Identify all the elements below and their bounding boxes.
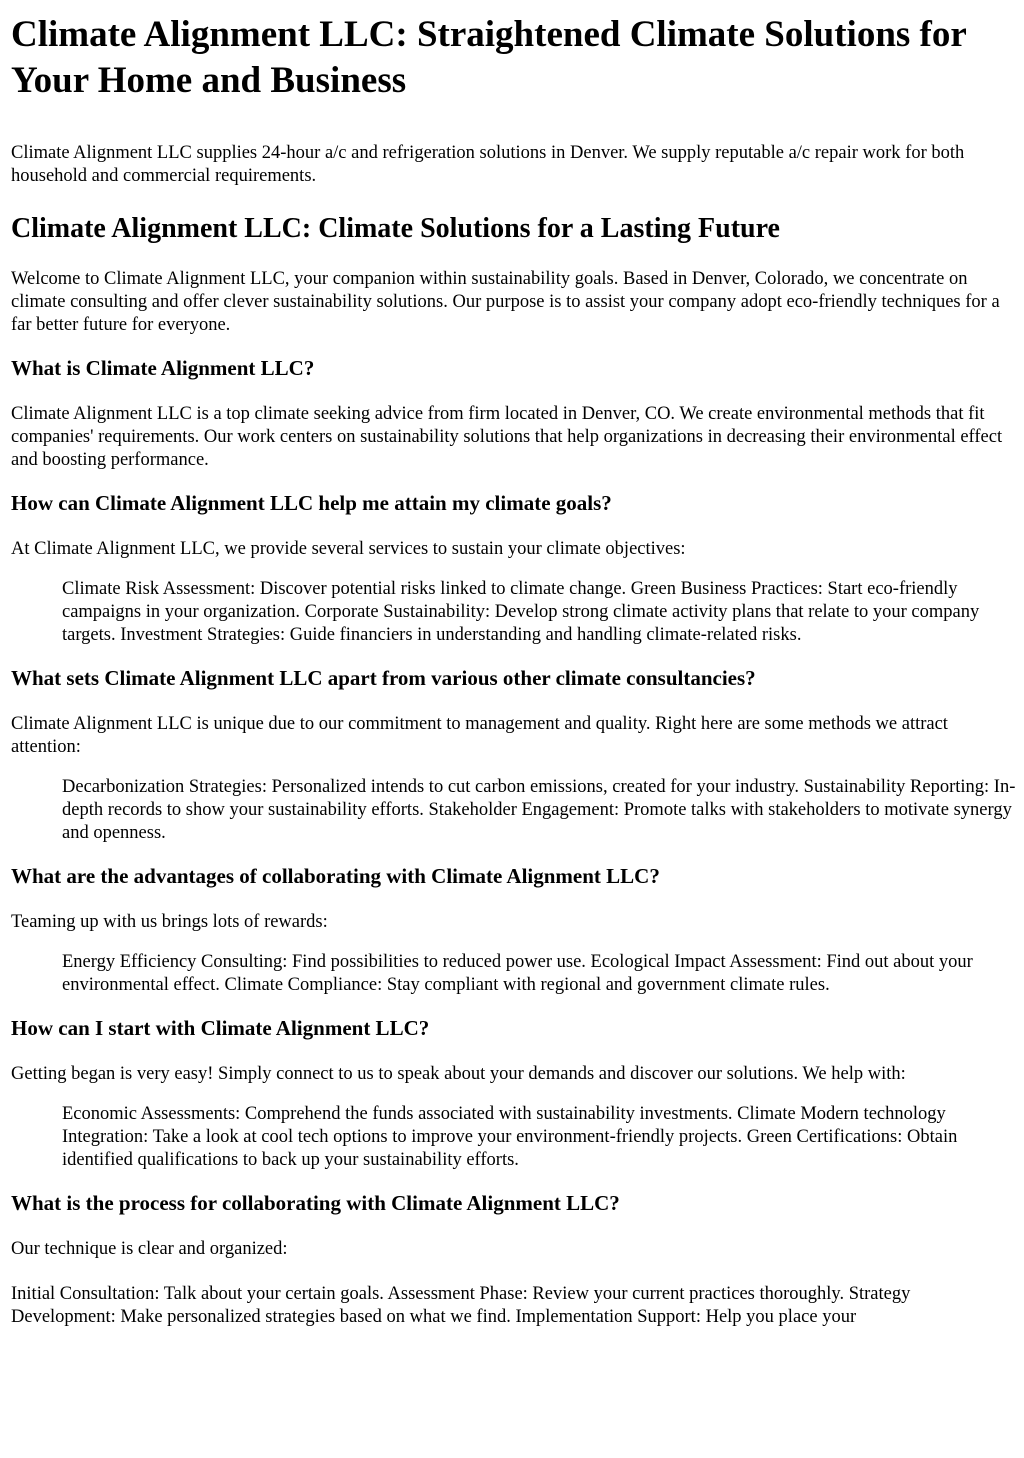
faq-answer: Climate Alignment LLC is a top climate seeking advice from firm located in Denver, CO. We create environmental methods that fit companies' requirements. Our work centers on sustainability solutions that help organizations in decreasing their environmental effect and boosting performance.	[11, 404, 1003, 470]
faq-question: What sets Climate Alignment LLC apart from various other climate consultancies?	[11, 666, 756, 690]
process-paragraph: Initial Consultation: Talk about your certain goals. Assessment Phase: Review your current practices thoroughly. Strategy Development: Make personalized strategies based on what we find. Implementation Support: Help you place your	[11, 1284, 911, 1327]
faq-service-list: Energy Efficiency Consulting: Find possibilities to reduced power use. Ecological Impact Assessment: Find out about your environmental effect. Climate Compliance: Stay compliant with regional and government climate rules.	[62, 952, 973, 995]
faq-service-list: Economic Assessments: Comprehend the funds associated with sustainability investments. Climate Modern technology Integration: Take a look at cool tech options to improve your environment-friendly projects. Green Certifications: Obtain identified qualifications to back up your sustainability efforts.	[62, 1104, 958, 1170]
faq-answer: Getting began is very easy! Simply connect to us to speak about your demands and discover our solutions. We help with:	[11, 1064, 906, 1084]
faq-answer: Our technique is clear and organized:	[11, 1239, 288, 1259]
intro-paragraph: Climate Alignment LLC supplies 24-hour a/c and refrigeration solutions in Denver. We supply reputable a/c repair work for both household and commercial requirements.	[11, 143, 965, 186]
faq-answer: Climate Alignment LLC is unique due to our commitment to management and quality. Right here are some methods we attract attention:	[11, 714, 948, 757]
article	[0, 12, 1024, 1329]
page-title: Climate Alignment LLC: Straightened Climate Solutions for Your Home and Business	[11, 14, 967, 101]
faq-answer: Teaming up with us brings lots of rewards:	[11, 912, 328, 932]
faq-service-list: Climate Risk Assessment: Discover potential risks linked to climate change. Green Business Practices: Start eco-friendly campaigns in your organization. Corporate Sustainability: Develop strong climate activity plans that relate to your company targets. Investment Strategies: Guide financiers in understanding and handling climate-related risks.	[62, 579, 980, 645]
section-title: Climate Alignment LLC: Climate Solutions for a Lasting Future	[11, 213, 780, 244]
faq-question: How can Climate Alignment LLC help me attain my climate goals?	[11, 491, 612, 515]
section-intro-paragraph: Welcome to Climate Alignment LLC, your companion within sustainability goals. Based in Denver, Colorado, we concentrate on climate consulting and offer clever sustainability solutions. Our purpose is to assist your company adopt eco-friendly techniques for a far better future for everyone.	[11, 269, 1000, 335]
faq-question: What is the process for collaborating with Climate Alignment LLC?	[11, 1191, 620, 1215]
faq-question: How can I start with Climate Alignment LLC?	[11, 1016, 430, 1040]
faq-service-list: Decarbonization Strategies: Personalized intends to cut carbon emissions, created for your industry. Sustainability Reporting: In-depth records to show your sustainability efforts. Stakeholder Engagement: Promote talks with stakeholders to motivate synergy and openness.	[62, 777, 1016, 843]
faq-answer: At Climate Alignment LLC, we provide several services to sustain your climate objectives:	[11, 539, 686, 559]
faq-question: What are the advantages of collaborating with Climate Alignment LLC?	[11, 864, 660, 888]
faq-question: What is Climate Alignment LLC?	[11, 356, 315, 380]
